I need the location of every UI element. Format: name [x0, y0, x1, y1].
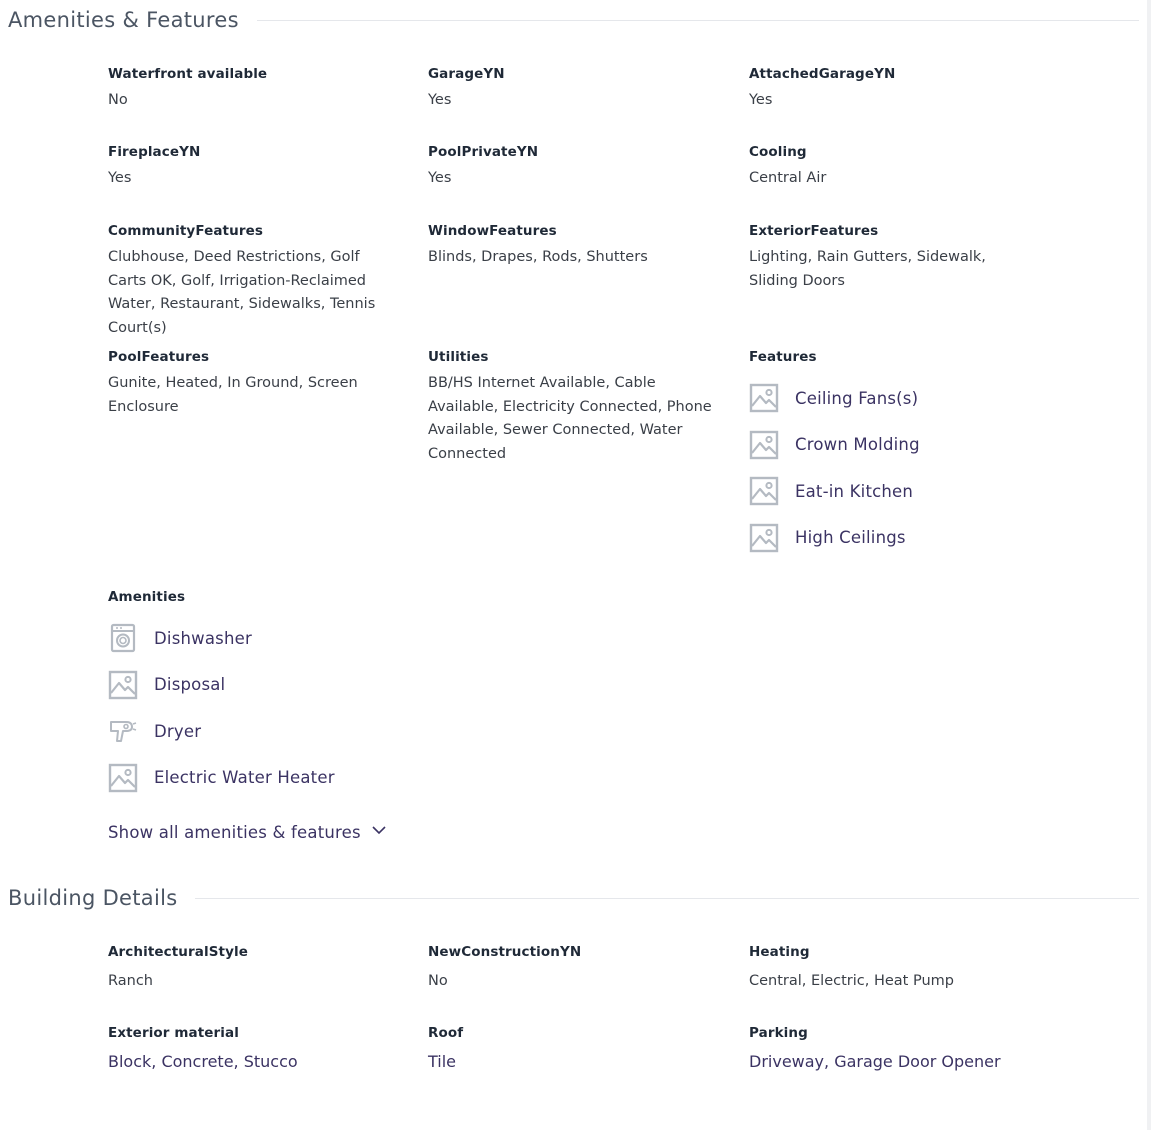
field-features [749, 349, 1049, 561]
field-label: Amenities [108, 589, 186, 605]
image-placeholder-icon [108, 763, 138, 793]
field-label: FireplaceYN [108, 144, 201, 160]
field-label: CommunityFeatures [108, 223, 263, 239]
image-placeholder-icon [749, 430, 779, 460]
field-value: Clubhouse, Deed Restrictions, Golf Carts OK, Golf, Irrigation-Reclaimed Water, Restaurant, Sidewalks, Tennis Court(s) [108, 249, 376, 336]
list-item [108, 708, 408, 755]
section-divider [195, 898, 1139, 899]
list-item [749, 375, 1049, 422]
field-label: Exterior material [108, 1025, 239, 1041]
field-value: BB/HS Internet Available, Cable Available, Electricity Connected, Phone Available, Sewer Connected, Water Connected [428, 375, 712, 462]
scrollbar-track[interactable] [1147, 0, 1151, 1130]
building-section-header [8, 886, 1139, 910]
field-value: Yes [428, 170, 452, 186]
field-label: AttachedGarageYN [749, 66, 896, 82]
amenities-section-header [8, 8, 1139, 32]
list-item [749, 515, 1049, 562]
field-value: Central, Electric, Heat Pump [749, 973, 954, 989]
field-value: Driveway, Garage Door Opener [749, 1052, 1001, 1071]
field-roof [428, 1025, 728, 1074]
field-new-construction [428, 944, 728, 994]
amenity-label: Dryer [154, 721, 202, 741]
field-value: Gunite, Heated, In Ground, Screen Enclosure [108, 375, 358, 415]
field-value: Tile [428, 1052, 457, 1071]
dishwasher-icon [108, 623, 138, 653]
field-architectural-style [108, 944, 408, 994]
field-value: Block, Concrete, Stucco [108, 1052, 298, 1071]
field-value: Yes [749, 92, 773, 108]
list-item [108, 755, 408, 802]
chevron-down-icon [361, 822, 387, 842]
field-exterior-material [108, 1025, 408, 1074]
field-community-features [108, 223, 398, 340]
show-all-label: Show all amenities & features [108, 822, 361, 842]
list-item [749, 468, 1049, 515]
feature-label: Ceiling Fans(s) [795, 388, 919, 408]
image-placeholder-icon [108, 670, 138, 700]
feature-label: Crown Molding [795, 435, 920, 455]
field-value: Yes [428, 92, 452, 108]
list-item [108, 615, 408, 662]
field-utilities [428, 349, 723, 466]
field-pool-features [108, 349, 358, 419]
show-all-amenities-button[interactable] [108, 822, 387, 842]
field-label: Roof [428, 1025, 464, 1041]
field-label: ArchitecturalStyle [108, 944, 248, 960]
section-divider [257, 20, 1139, 21]
field-value: Lighting, Rain Gutters, Sidewalk, Sliding Doors [749, 249, 986, 289]
amenity-label: Disposal [154, 675, 226, 695]
field-value: Ranch [108, 973, 153, 989]
field-garage [428, 66, 728, 113]
field-label: NewConstructionYN [428, 944, 582, 960]
amenity-label: Dishwasher [154, 628, 252, 648]
field-value: Yes [108, 170, 132, 186]
hair-dryer-icon [108, 716, 138, 746]
field-label: Utilities [428, 349, 489, 365]
field-label: Cooling [749, 144, 807, 160]
field-label: Features [749, 349, 817, 365]
feature-label: High Ceilings [795, 528, 906, 548]
field-value: Central Air [749, 170, 827, 186]
field-exterior-features [749, 223, 1034, 293]
field-label: Waterfront available [108, 66, 268, 82]
field-label: PoolFeatures [108, 349, 210, 365]
field-value: No [108, 92, 128, 108]
field-label: ExteriorFeatures [749, 223, 879, 239]
field-cooling [749, 144, 1049, 191]
image-placeholder-icon [749, 523, 779, 553]
amenities-section-title: Amenities & Features [8, 8, 239, 32]
field-window-features [428, 223, 728, 270]
field-parking [749, 1025, 1049, 1074]
amenities-list [108, 615, 408, 801]
field-attached-garage [749, 66, 1049, 113]
field-waterfront [108, 66, 408, 113]
amenity-label: Electric Water Heater [154, 768, 335, 788]
field-amenities [108, 589, 408, 801]
field-label: GarageYN [428, 66, 505, 82]
field-fireplace [108, 144, 408, 191]
field-heating [749, 944, 1049, 994]
feature-label: Eat-in Kitchen [795, 481, 914, 501]
field-pool-private [428, 144, 728, 191]
image-placeholder-icon [749, 476, 779, 506]
building-section-title: Building Details [8, 886, 178, 910]
features-list [749, 375, 1049, 561]
field-label: PoolPrivateYN [428, 144, 539, 160]
list-item [108, 662, 408, 709]
field-label: Heating [749, 944, 810, 960]
field-label: Parking [749, 1025, 808, 1041]
field-value: Blinds, Drapes, Rods, Shutters [428, 249, 648, 265]
field-label: WindowFeatures [428, 223, 557, 239]
image-placeholder-icon [749, 383, 779, 413]
list-item [749, 422, 1049, 469]
field-value: No [428, 973, 448, 989]
